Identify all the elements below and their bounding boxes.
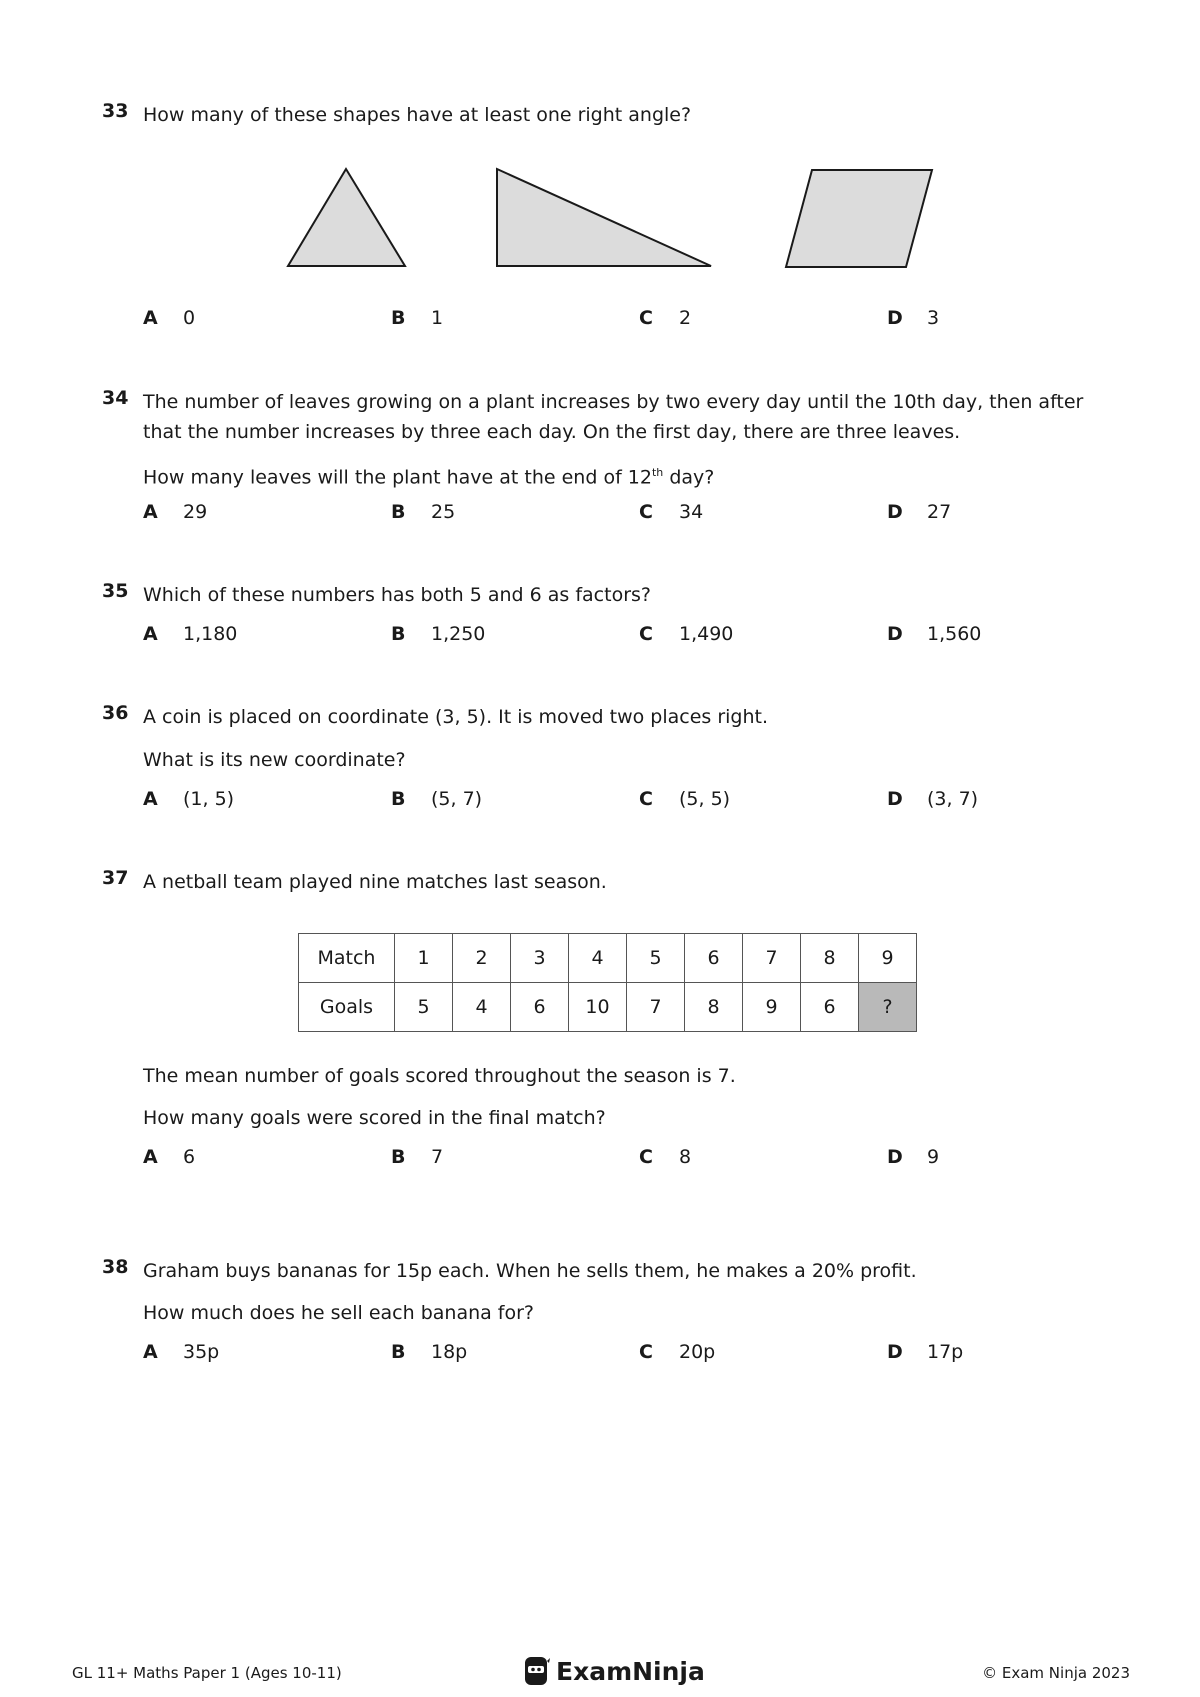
table-cell: 6 [511,983,569,1032]
answer-options [0,307,1200,337]
question-prompt: How many leaves will the plant have at the end of 12th day? [143,466,715,489]
table-cell: 5 [395,983,453,1032]
table-cell: 8 [801,934,859,983]
option-a[interactable]: A 6 [143,1146,196,1168]
goals-table [298,933,917,1032]
table-cell: 3 [511,934,569,983]
option-b[interactable]: B (5, 7) [391,788,483,810]
table-cell: 9 [743,983,801,1032]
table-cell: 6 [801,983,859,1032]
table-cell: 10 [569,983,627,1032]
table-cell: 1 [395,934,453,983]
goals-row [299,983,917,1032]
table-cell: 9 [859,934,917,983]
parallelogram-icon [786,170,932,267]
table-cell: 4 [453,983,511,1032]
answer-options [0,1341,1200,1371]
option-c[interactable]: C 20p [639,1341,716,1363]
brand-name: ExamNinja [556,1656,705,1686]
question-prompt: What is its new coordinate? [143,749,406,771]
answer-options [0,501,1200,531]
question-text: A coin is placed on coordinate (3, 5). It is moved two places right. [143,706,769,728]
table-cell: 5 [627,934,685,983]
question-text: How many of these shapes have at least one right angle? [143,104,692,126]
option-d[interactable]: D 27 [887,501,952,523]
option-c[interactable]: C 8 [639,1146,692,1168]
right-triangle-icon [497,169,711,266]
match-header: Match [299,934,395,983]
table-cell: 8 [685,983,743,1032]
answer-options [0,1146,1200,1176]
option-d[interactable]: D 9 [887,1146,940,1168]
table-cell: 2 [453,934,511,983]
option-b[interactable]: B 25 [391,501,456,523]
footer-paper-title: GL 11+ Maths Paper 1 (Ages 10-11) [72,1664,342,1682]
option-b[interactable]: B 7 [391,1146,444,1168]
table-cell: 4 [569,934,627,983]
option-b[interactable]: B 1 [391,307,444,329]
question-text: Which of these numbers has both 5 and 6 as factors? [143,584,651,606]
equilateral-triangle-icon [288,169,405,266]
question-number: 38 [102,1256,129,1278]
question-number: 37 [102,867,129,889]
table-cell: 7 [627,983,685,1032]
ninja-icon [522,1655,550,1687]
question-text: Graham buys bananas for 15p each. When he sells them, he makes a 20% profit. [143,1260,917,1282]
question-number: 35 [102,580,129,602]
question-number: 33 [102,100,129,122]
option-c[interactable]: C 34 [639,501,704,523]
option-c[interactable]: C 2 [639,307,692,329]
option-a[interactable]: A 29 [143,501,208,523]
option-a[interactable]: A 35p [143,1341,220,1363]
option-a[interactable]: A 0 [143,307,196,329]
answer-options [0,788,1200,818]
option-c[interactable]: C 1,490 [639,623,734,645]
footer-copyright: © Exam Ninja 2023 [982,1664,1130,1682]
option-d[interactable]: D 1,560 [887,623,982,645]
question-number: 36 [102,702,129,724]
brand-logo [522,1655,705,1687]
option-b[interactable]: B 18p [391,1341,468,1363]
table-cell: 7 [743,934,801,983]
goals-header: Goals [299,983,395,1032]
answer-options [0,623,1200,653]
question-prompt: How much does he sell each banana for? [143,1302,535,1324]
shapes-figure [0,150,1200,280]
question-prompt: How many goals were scored in the final match? [143,1107,606,1129]
question-number: 34 [102,387,129,409]
question-text: The number of leaves growing on a plant increases by two every day until the 10th day, then after that the number increases by three each day. On the first day, there are three leaves. [143,391,1084,443]
option-a[interactable]: A 1,180 [143,623,238,645]
match-row [299,934,917,983]
table-cell: 6 [685,934,743,983]
option-b[interactable]: B 1,250 [391,623,486,645]
option-c[interactable]: C (5, 5) [639,788,731,810]
option-d[interactable]: D (3, 7) [887,788,979,810]
option-a[interactable]: A (1, 5) [143,788,235,810]
unknown-goals-cell: ? [859,983,917,1032]
option-d[interactable]: D 17p [887,1341,964,1363]
question-statement: The mean number of goals scored throughout the season is 7. [143,1065,736,1087]
question-text: A netball team played nine matches last season. [143,871,607,893]
option-d[interactable]: D 3 [887,307,940,329]
